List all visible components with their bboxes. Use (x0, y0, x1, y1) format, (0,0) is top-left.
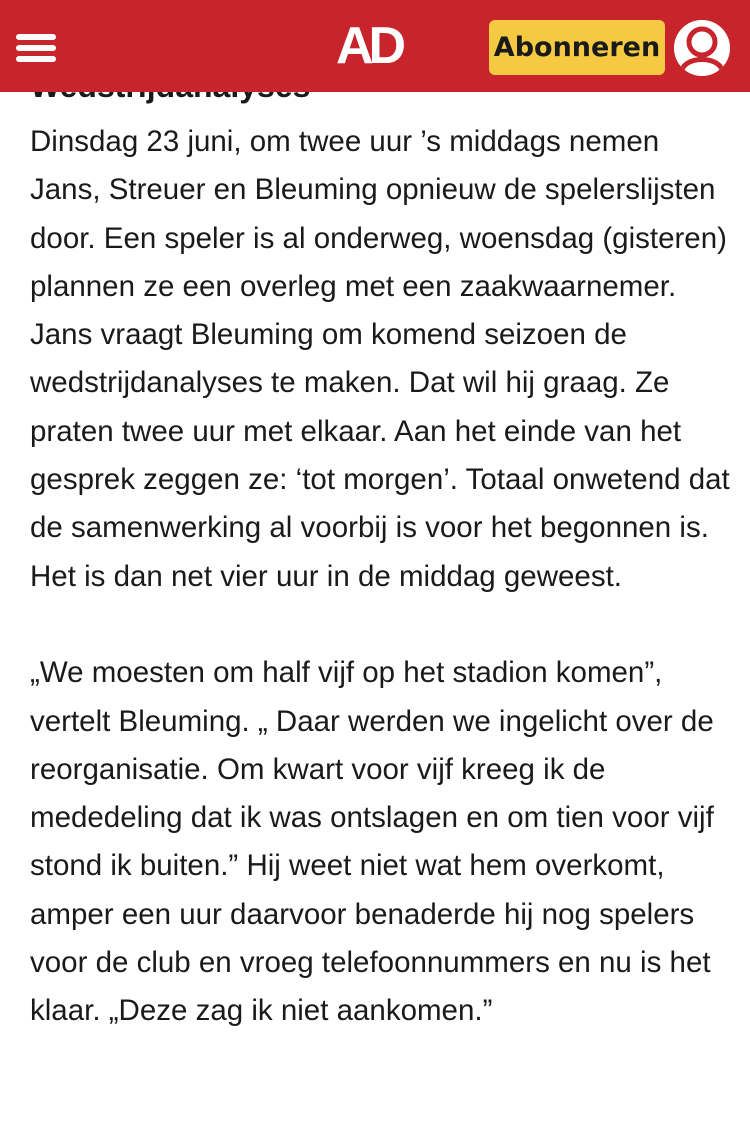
menu-line (16, 45, 56, 51)
top-bar (0, 0, 750, 92)
user-avatar-icon (674, 20, 730, 76)
article-body (30, 118, 730, 1084)
article-paragraph: Dinsdag 23 juni, om twee uur ’s middags nemen Jans, Streuer en Bleuming opnieuw de spelerslijsten door. Een speler is al onderweg, woensdag (gisteren) plannen ze een overleg met een zaakwaarnemer. Jans vraagt Bleuming om komend seizoen de wedstrijdanalyses te maken. Dat wil hij graag. Ze praten twee uur met elkaar. Aan het einde van het gesprek zeggen ze: ‘tot morgen’. Totaal onwetend dat de samenwerking al voorbij is voor het begonnen is. Het is dan net vier uur in de middag geweest. (30, 125, 730, 593)
hamburger-menu-icon[interactable] (16, 28, 60, 64)
account-button[interactable] (674, 20, 730, 76)
ad-logo[interactable]: AD (336, 17, 402, 75)
article-paragraph: „We moesten om half vijf op het stadion komen”, vertelt Bleuming. „ Daar werden we ingelicht over de reorganisatie. Om kwart voor vijf kreeg ik de mededeling dat ik was ontslagen en om tien voor vijf stond ik buiten.” Hij weet niet wat hem overkomt, amper een uur daarvoor benaderde hij nog spelers voor de club en vroeg telefoonnummers en nu is het klaar. „Deze zag ik niet aankomen.” (30, 656, 714, 1028)
menu-line (16, 56, 56, 62)
menu-line (16, 34, 56, 40)
subscribe-button[interactable]: Abonneren (489, 20, 665, 75)
